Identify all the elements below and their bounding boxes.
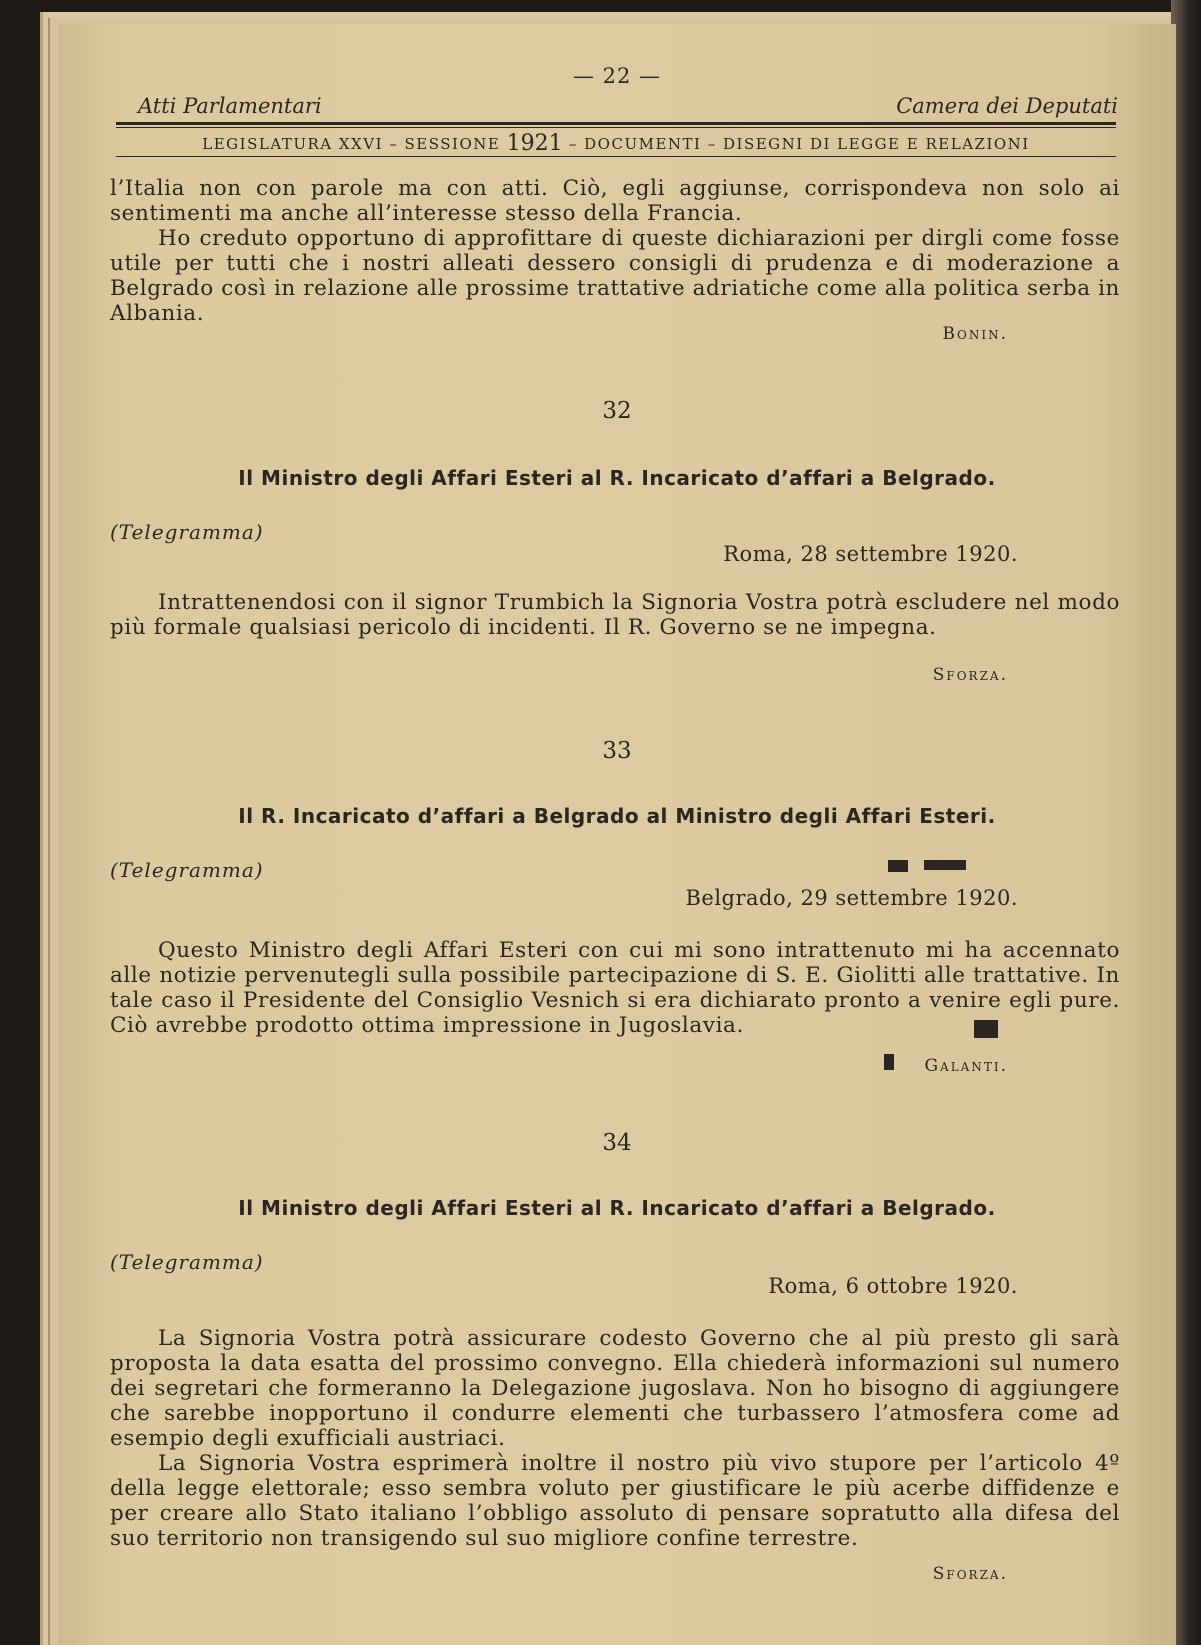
legislature-rule	[116, 156, 1116, 157]
doc-34-number: 34	[602, 1130, 632, 1156]
doc-32-date: Roma, 28 settembre 1920.	[723, 542, 1018, 566]
doc-32-paragraph: Intrattenendosi con il signor Trumbich la Signoria Vostra potrà escludere nel modo più formale qualsiasi pericolo di incidenti. Il R. Governo se ne impegna.	[110, 590, 1120, 640]
doc-33-heading: Il R. Incaricato d’affari a Belgrado al Ministro degli Affari Esteri.	[238, 804, 996, 828]
doc-34-type: (Telegramma)	[110, 1250, 264, 1274]
ink-blot	[884, 1054, 894, 1070]
page-number: — 22 —	[572, 64, 662, 88]
doc-33-signature: Galanti.	[924, 1056, 1008, 1076]
legislature-pre: LEGISLATURA XXVI – SESSIONE	[202, 135, 507, 153]
legislature-line	[116, 131, 1116, 156]
ink-blot	[974, 1020, 998, 1038]
doc-33-body	[110, 938, 1120, 1038]
intro-paragraph-1: l’Italia non con parole ma con atti. Ciò, egli aggiunse, corrispondeva non solo ai sentimenti ma anche all’interesse stesso della Francia.	[110, 176, 1120, 226]
doc-33-date: Belgrado, 29 settembre 1920.	[685, 886, 1018, 910]
doc-34-heading: Il Ministro degli Affari Esteri al R. Incaricato d’affari a Belgrado.	[238, 1196, 996, 1220]
signature-bonin: Bonin.	[942, 324, 1008, 344]
doc-34-paragraph-1: La Signoria Vostra potrà assicurare codesto Governo che al più presto gli sarà proposta la data esatta del prossimo convegno. Ella chiederà informazioni sul numero dei segretari che formeranno la Delegazione jugoslava. Non ho bisogno di aggiungere che sarebbe inopportuno il condurre elementi che turbassero l’atmosfera come ad esempio degli exufficiali austriaci.	[110, 1326, 1120, 1451]
doc-34-paragraph-2: La Signoria Vostra esprimerà inoltre il nostro più vivo stupore per l’articolo 4º della legge elettorale; esso sembra voluto per giustificare le più acerbe diffidenze e per creare allo Stato italiano l’obbligo assoluto di pensare sopratutto alla difesa del suo territorio non transigendo sul suo migliore confine terrestre.	[110, 1451, 1120, 1551]
doc-34-date: Roma, 6 ottobre 1920.	[768, 1274, 1018, 1298]
intro-text	[110, 176, 1120, 326]
ink-blot	[924, 860, 966, 870]
intro-paragraph-2: Ho creduto opportuno di approfittare di queste dichiarazioni per dirgli come fosse utile per tutti che i nostri alleati dessero consigli di prudenza e di moderazione a Belgrado così in relazione alle prossime trattative adriatiche come alla politica serba in Albania.	[110, 226, 1120, 326]
doc-32-heading: Il Ministro degli Affari Esteri al R. Incaricato d’affari a Belgrado.	[238, 466, 996, 490]
doc-34-body	[110, 1326, 1120, 1551]
document-page	[58, 24, 1176, 1645]
header-left: Atti Parlamentari	[138, 94, 322, 118]
header-rule-thin	[116, 127, 1116, 128]
ink-blot	[888, 860, 908, 872]
doc-32-body	[110, 590, 1120, 640]
doc-32-number: 32	[602, 398, 632, 424]
doc-33-paragraph: Questo Ministro degli Affari Esteri con cui mi sono intrattenuto mi ha accennato alle notizie pervenutegli sulla possibile partecipazione di S. E. Giolitti alle trattative. In tale caso il Presidente del Consiglio Vesnich si era dichiarato pronto a venire egli pure. Ciò avrebbe prodotto ottima impressione in Jugoslavia.	[110, 938, 1120, 1038]
doc-32-type: (Telegramma)	[110, 520, 264, 544]
doc-33-number: 33	[602, 738, 632, 764]
legislature-post: – DOCUMENTI – DISEGNI DI LEGGE E RELAZIONI	[562, 135, 1030, 153]
doc-34-signature: Sforza.	[932, 1564, 1008, 1584]
doc-32-signature: Sforza.	[932, 665, 1008, 685]
doc-33-type: (Telegramma)	[110, 858, 264, 882]
legislature-year: 1921	[506, 131, 563, 156]
header-right: Camera dei Deputati	[896, 94, 1118, 118]
header-rule-thick	[116, 122, 1116, 125]
